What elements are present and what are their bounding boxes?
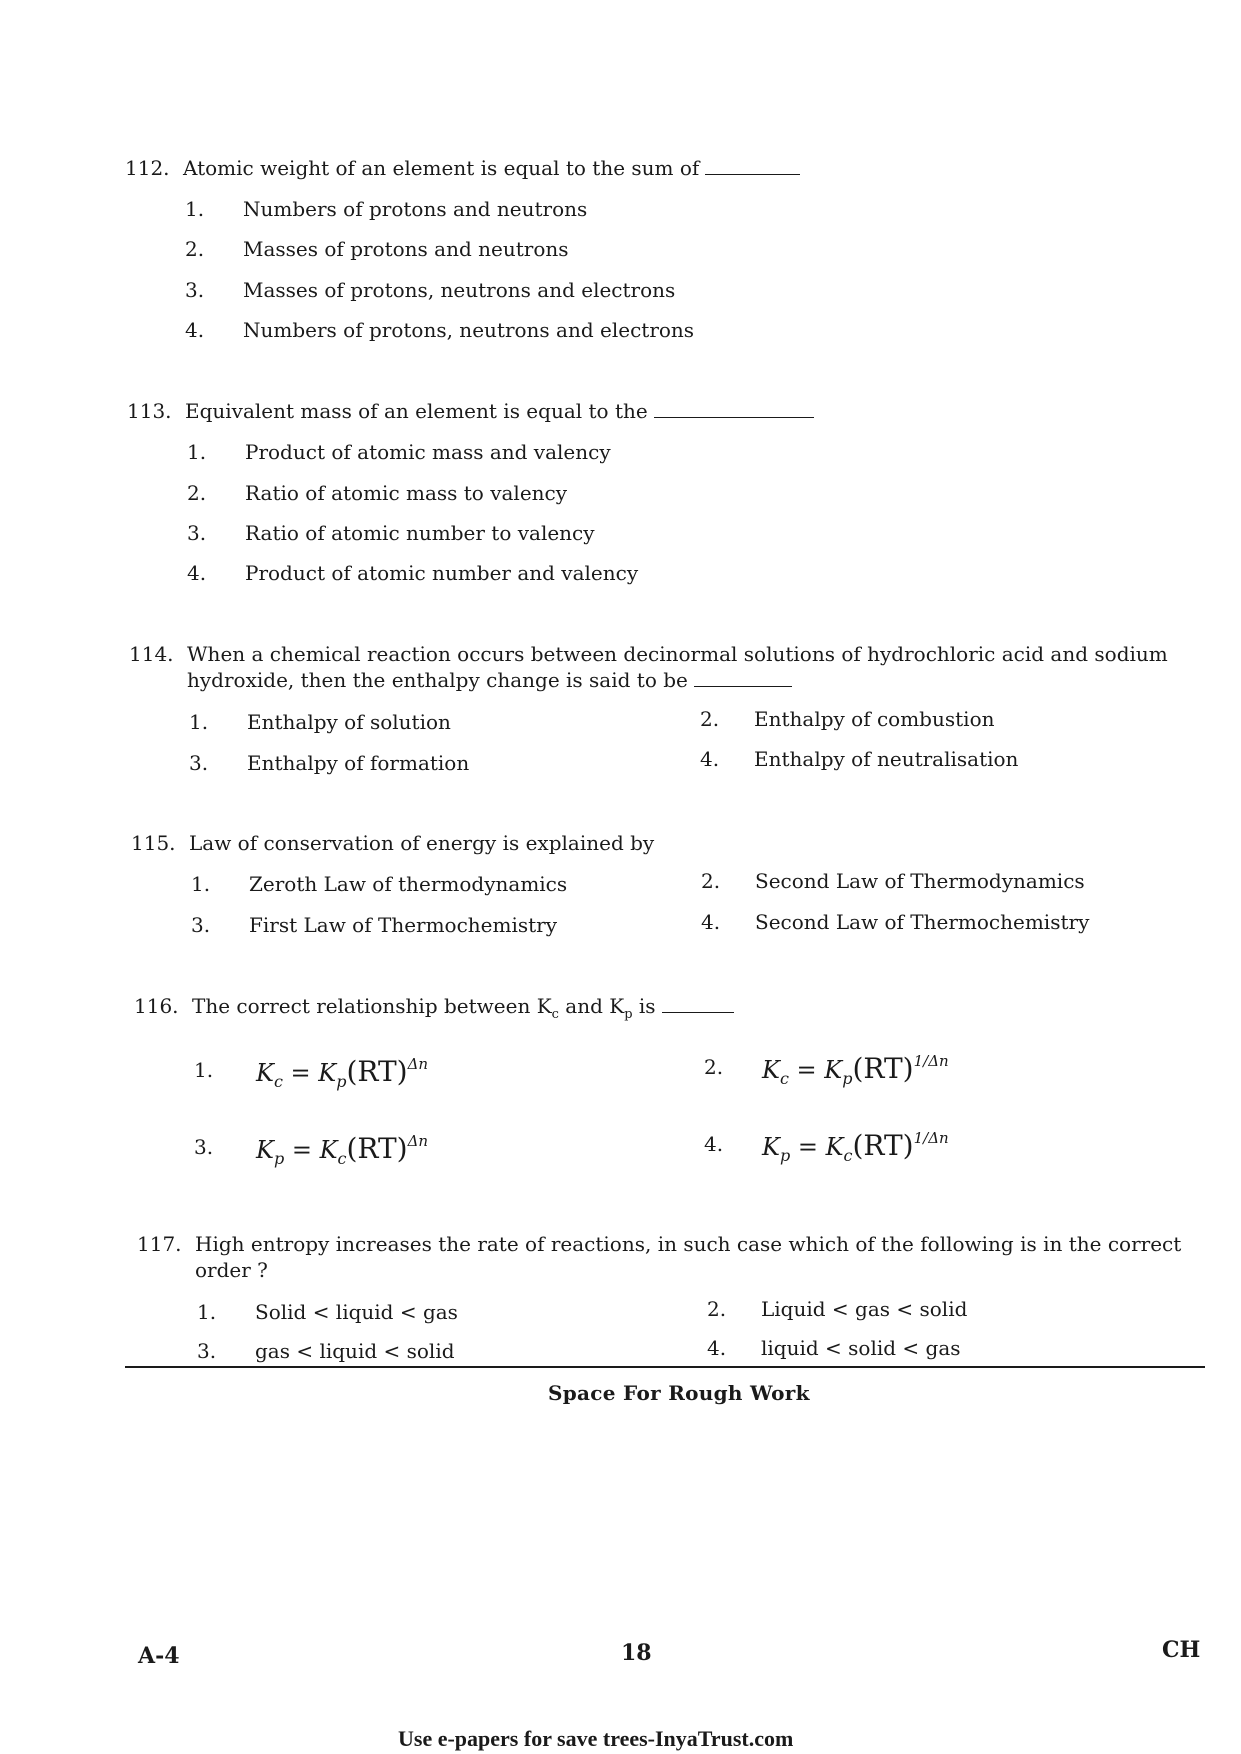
answer-blank	[705, 156, 800, 175]
footer-set-code: A-4	[138, 1643, 180, 1669]
answer-blank	[694, 668, 792, 687]
question-text: The correct relationship between $K_c$ and $K_p$ is	[192, 993, 1232, 1028]
question-number: 112.	[125, 156, 170, 180]
divider-line	[125, 1366, 1205, 1368]
answer-blank	[654, 399, 814, 418]
rough-work-label: Space For Rough Work	[548, 1381, 810, 1405]
question-number: 114.	[129, 642, 174, 666]
answer-blank	[662, 994, 734, 1013]
question-text: Law of conservation of energy is explained by	[189, 831, 655, 855]
question-number: 116.	[134, 994, 179, 1018]
footer-subject-code: CH	[1162, 1637, 1201, 1663]
question-number: 115.	[131, 831, 176, 855]
page-number: 18	[621, 1640, 652, 1666]
question-number: 117.	[137, 1232, 182, 1256]
question-text: High entropy increases the rate of reactions, in such case which of the following is in the correct order ?	[195, 1232, 1182, 1282]
exam-page: 112. Atomic weight of an element is equal to the sum of 1. Numbers of protons and neutrons 2. Masses of protons and neutrons 3. Masses of protons, neutrons and electrons 4. Numbers of protons, neutrons and electrons 113. Equivalent mass of an element is equal to the 1. Product of atomic mass and valency 2. Ratio of atomic mass to valency 3. Ratio of atomic number to valency 4. Product of atomic number and valency 114. When a chemical reaction occurs between decinormal solutions of hydrochloric acid and sodium hydroxide, then the enthalpy change is said to be 1. Enthalpy of solution 2. Enthalpy of combustion 3. Enthalpy of formation 4. Enthalpy of neutralisation 115. Law of conservation of energy is explained by 1. Zeroth Law of thermodynamics 2. Second Law of Thermodynamics 3. First Law of Thermochemistry 4. Second Law of Thermochemistry 116. The correct relationship between $K_c$ and $K_p$ is 1. $K_c = K_p(RT)^{\Delta n}$ 2. $K_c = K_p(RT)^{1/\Delta n}$ 3. $K_p = K_c(RT)^{\Delta n}$ 4. $K_p = K_c(RT)^{1/\Delta n}$ 117. High entropy increases the rate of reactions, in such case which of the following is in the correct order ? 1. Solid < liquid < gas 2. Liquid < gas < solid 3. gas < liquid < solid 4. liquid < solid < gas Space For Rough Work A-4 18 CH Use e-papers for save trees-InyaTrust.com	[0, 0, 1241, 1754]
question-number: 113.	[127, 399, 172, 423]
question-text: Equivalent mass of an element is equal to the	[185, 398, 1225, 424]
credit-text: Use e-papers for save trees-InyaTrust.com	[398, 1726, 794, 1751]
question-text: Atomic weight of an element is equal to the sum of	[183, 155, 1223, 181]
question-text: When a chemical reaction occurs between decinormal solutions of hydrochloric acid and sodium hydroxide, then the enthalpy change is said to be	[187, 642, 1168, 692]
